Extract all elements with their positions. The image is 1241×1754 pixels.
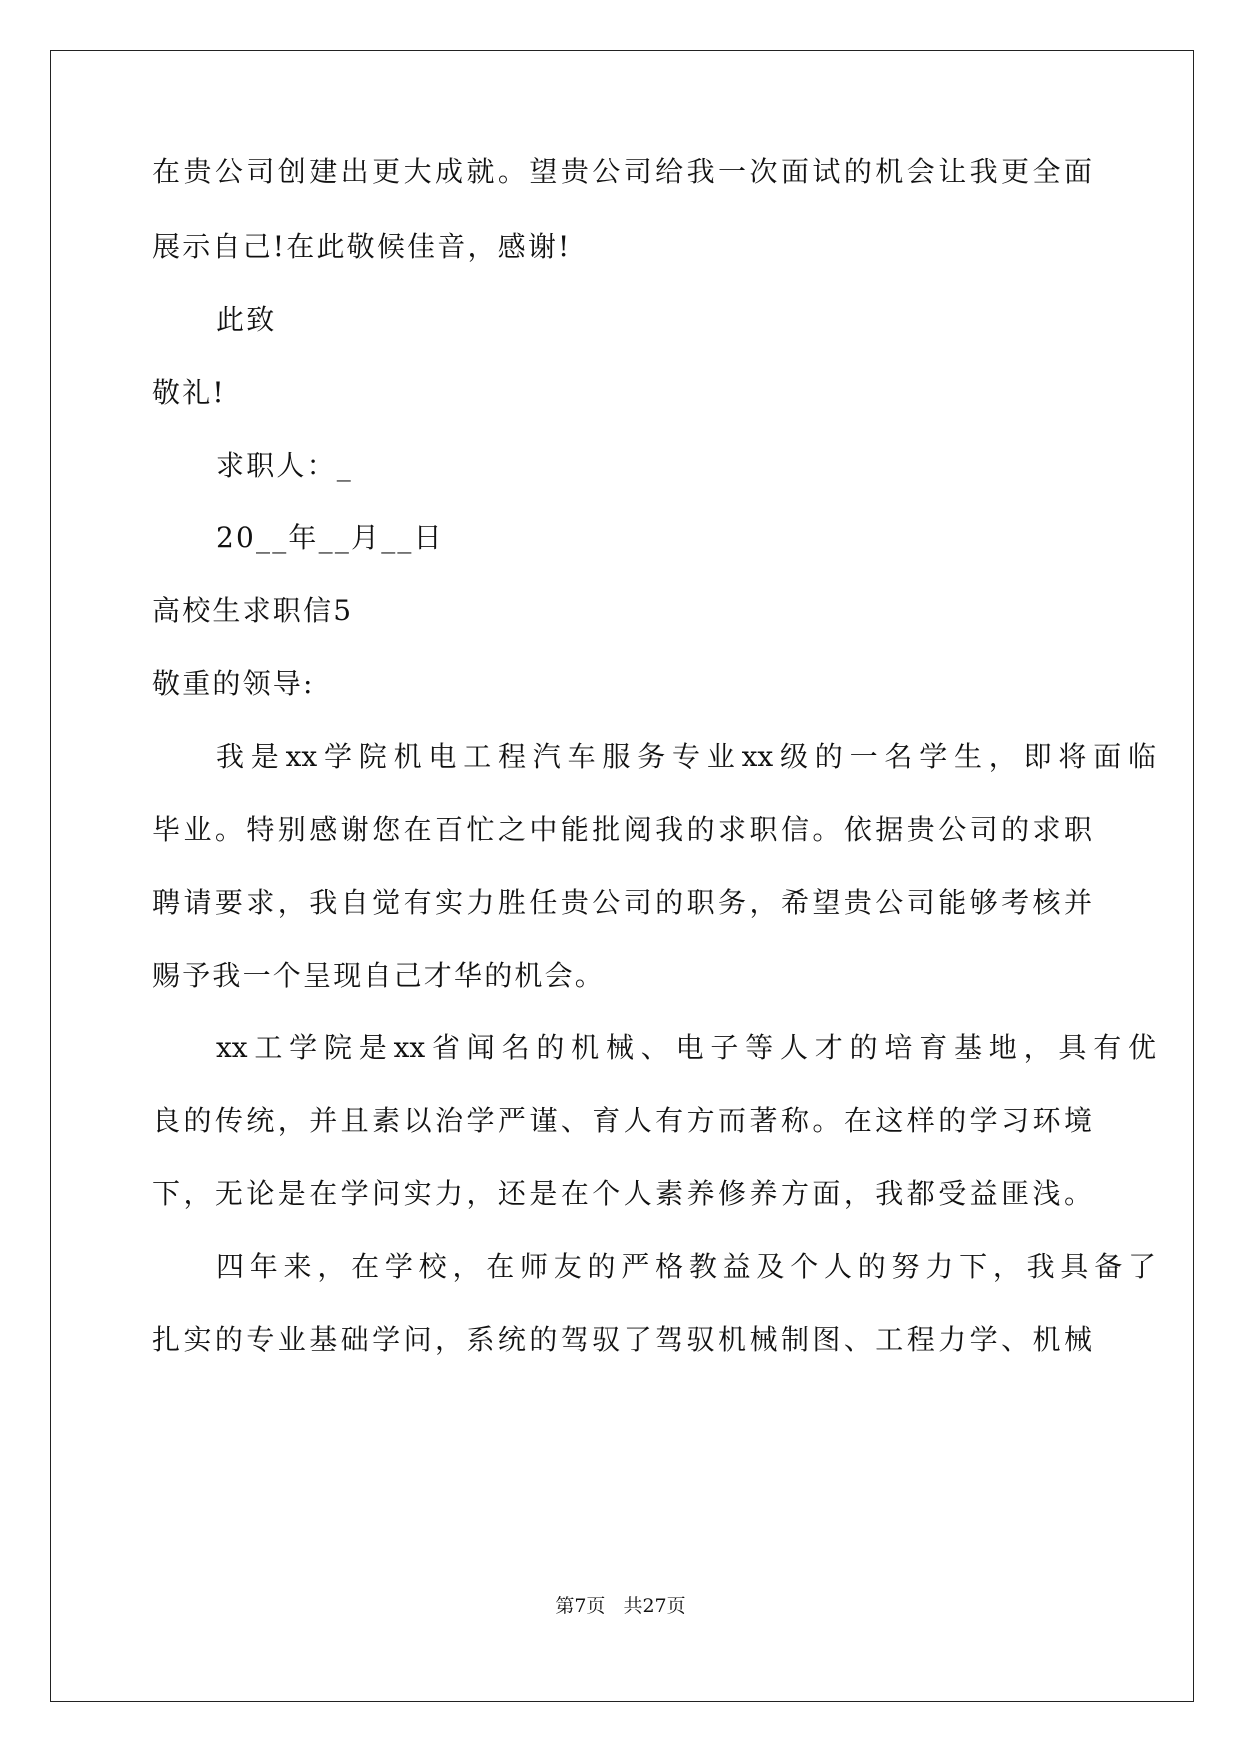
- applicant-signature: 求职人：_: [216, 449, 354, 482]
- salutation-closing: 敬礼!: [152, 376, 226, 409]
- text-line: 扎实的专业基础学问，系统的驾驭了驾驭机械制图、工程力学、机械: [152, 1323, 1092, 1356]
- date-line: 20__年__月__日: [216, 521, 444, 554]
- page-total: 共27页: [623, 1595, 686, 1617]
- page-footer: [0, 1594, 1241, 1618]
- text-line: 四年来，在学校，在师友的严格教益及个人的努力下，我具备了: [216, 1250, 1156, 1283]
- text-line: xx工学院是xx省闻名的机械、电子等人才的培育基地，具有优: [216, 1031, 1156, 1064]
- page-number: 第7页: [555, 1595, 606, 1617]
- text-line: 毕业。特别感谢您在百忙之中能批阅我的求职信。依据贵公司的求职: [152, 813, 1092, 846]
- greeting: 敬重的领导:: [152, 667, 315, 700]
- text-line: 我是xx学院机电工程汽车服务专业xx级的一名学生，即将面临: [216, 740, 1156, 773]
- text-line: 赐予我一个呈现自己才华的机会。: [152, 959, 606, 992]
- closing-phrase: 此致: [216, 303, 277, 336]
- text-line: 下，无论是在学问实力，还是在个人素养修养方面，我都受益匪浅。: [152, 1177, 1092, 1210]
- section-title: 高校生求职信5: [152, 594, 354, 627]
- text-line: 展示自己!在此敬候佳音，感谢!: [152, 230, 572, 263]
- text-line: 聘请要求，我自觉有实力胜任贵公司的职务，希望贵公司能够考核并: [152, 886, 1092, 919]
- text-line: 良的传统，并且素以治学严谨、育人有方而著称。在这样的学习环境: [152, 1104, 1092, 1137]
- text-line: 在贵公司创建出更大成就。望贵公司给我一次面试的机会让我更全面: [152, 155, 1092, 188]
